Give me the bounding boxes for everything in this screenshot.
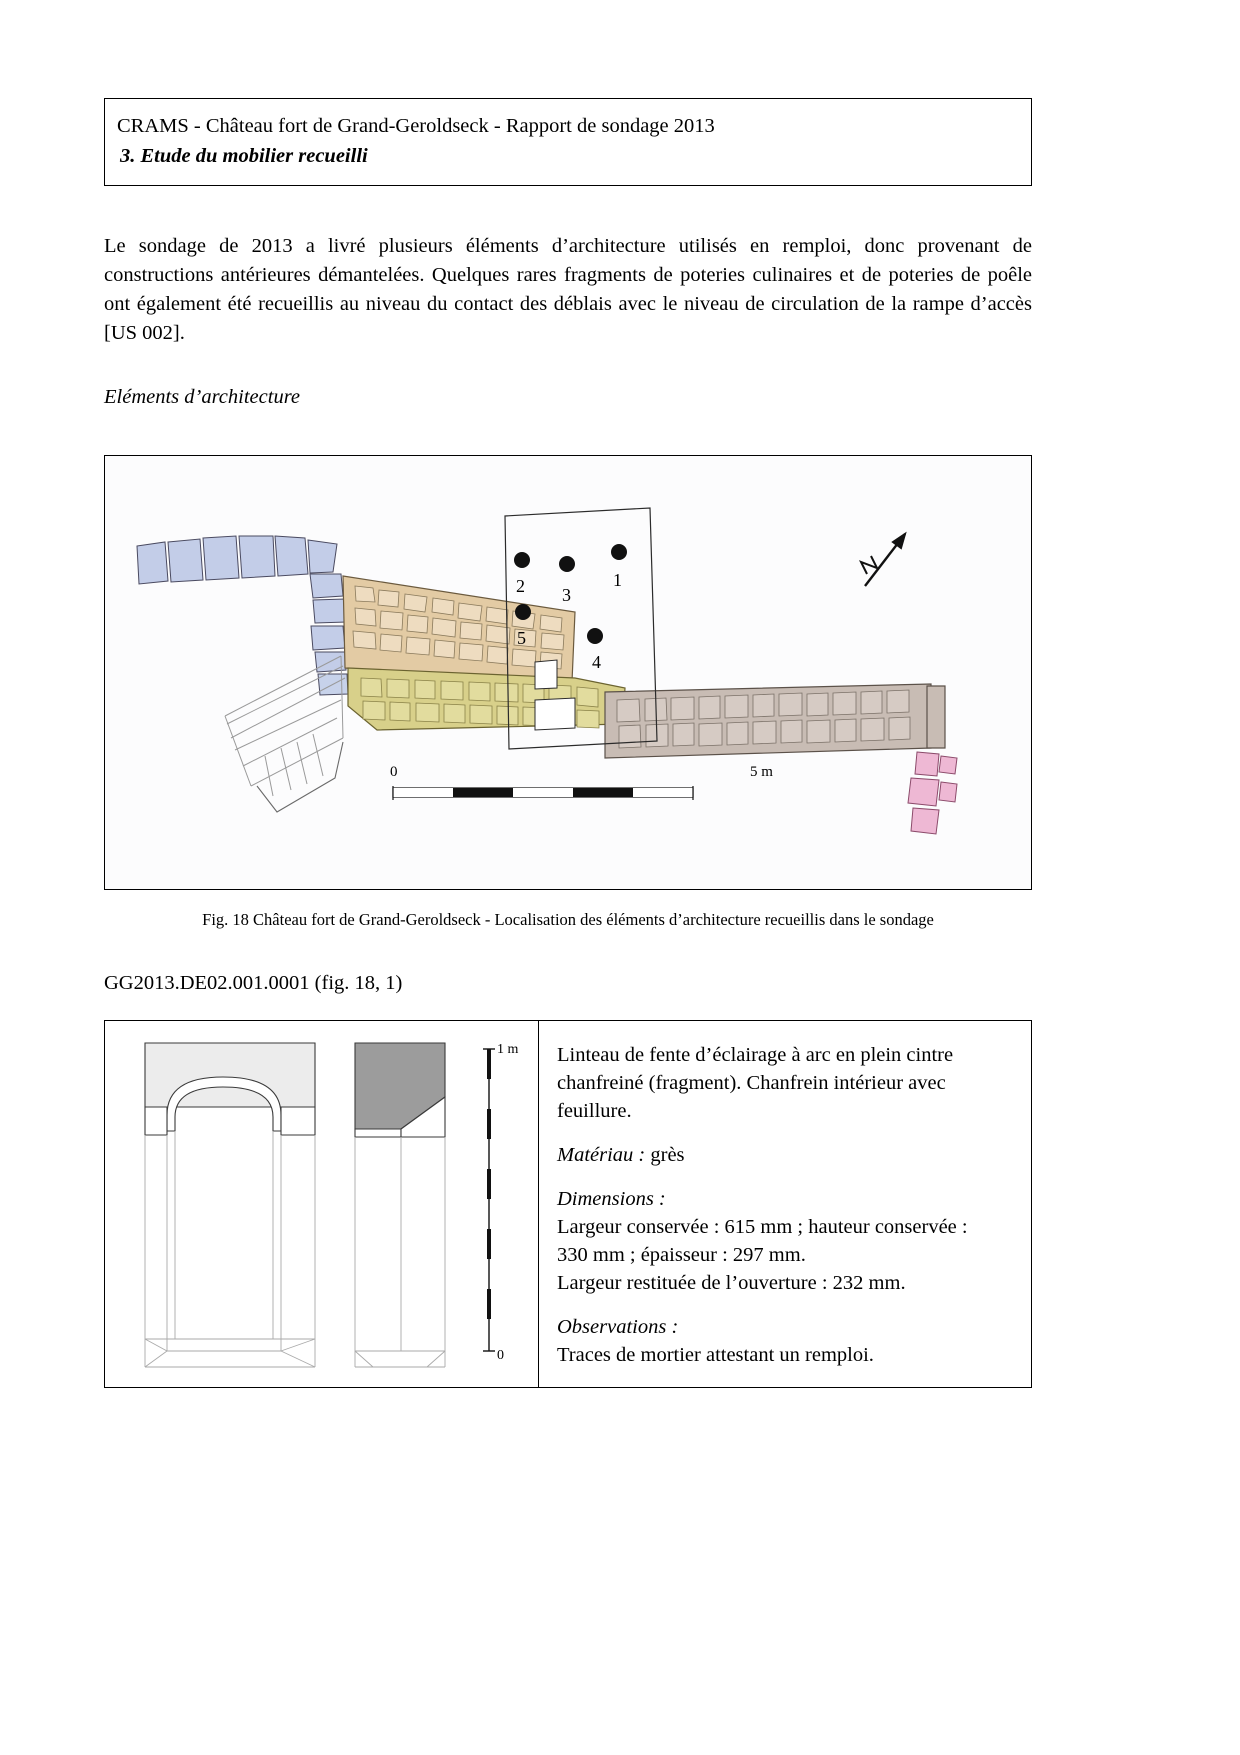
observations-value: Traces de mortier attestant un remploi. [557, 1344, 874, 1366]
intro-paragraph: Le sondage de 2013 a livré plusieurs éléments d’architecture utilisés en remploi, donc provenant de constructions antérieures démantelées. Quelques rares fragments de poteries culinaires et de poteries de poêle ont également été recueillis au niveau du contact des déblais avec le niveau de circulation de la rampe d’accès [US 002]. [104, 235, 1032, 344]
object-description: Linteau de fente d’éclairage à arc en plein cintre chanfreiné (fragment). Chanfrein intérieur avec feuillure. [557, 1044, 954, 1122]
object-observations [557, 1313, 1009, 1369]
material-value: grès [650, 1144, 685, 1166]
dimensions-line-2: 330 mm ; épaisseur : 297 mm. [557, 1244, 806, 1266]
find-label-4: 4 [592, 652, 601, 672]
document-header [104, 98, 1032, 186]
dimensions-line-3: Largeur restituée de l’ouverture : 232 mm. [557, 1272, 906, 1294]
object-drawing-cell [105, 1021, 539, 1387]
dimensions-line-1: Largeur conservée : 615 mm ; hauteur conservée : [557, 1216, 968, 1238]
figure-18-frame [104, 455, 1032, 890]
dimensions-label: Dimensions : [557, 1188, 666, 1210]
find-label-3: 3 [562, 585, 571, 605]
header-title: CRAMS - Château fort de Grand-Geroldseck - Rapport de sondage 2013 [117, 115, 715, 137]
drawing-scale-top-label: 1 m [497, 1042, 519, 1057]
find-label-5: 5 [517, 628, 526, 648]
find-label-2: 2 [516, 576, 525, 596]
object-dimensions [557, 1185, 1009, 1297]
grey-wall-end-block [927, 686, 945, 748]
object-reference: GG2013.DE02.001.0001 (fig. 18, 1) [104, 972, 403, 994]
drawing-scale-bottom-label: 0 [497, 1348, 504, 1363]
figure-caption: Fig. 18 Château fort de Grand-Geroldseck - Localisation des éléments d’architecture recueillis dans le sondage [202, 910, 934, 929]
object-record-table [104, 1020, 1032, 1388]
object-description-cell [539, 1021, 1031, 1387]
lintel-drawing [105, 1021, 537, 1387]
header-section-title: 3. Etude du mobilier recueilli [120, 145, 368, 167]
scale-label-zero: 0 [390, 764, 398, 780]
object-material [557, 1141, 1009, 1169]
site-plan-drawing [105, 456, 1031, 889]
find-label-1: 1 [613, 570, 622, 590]
material-label: Matériau : [557, 1144, 646, 1166]
observations-label: Observations : [557, 1316, 679, 1338]
section-subtitle: Eléments d’architecture [104, 386, 301, 408]
grey-wall-mass [605, 684, 931, 758]
lintel-side-view [355, 1043, 445, 1137]
scale-label-max: 5 m [750, 764, 773, 780]
